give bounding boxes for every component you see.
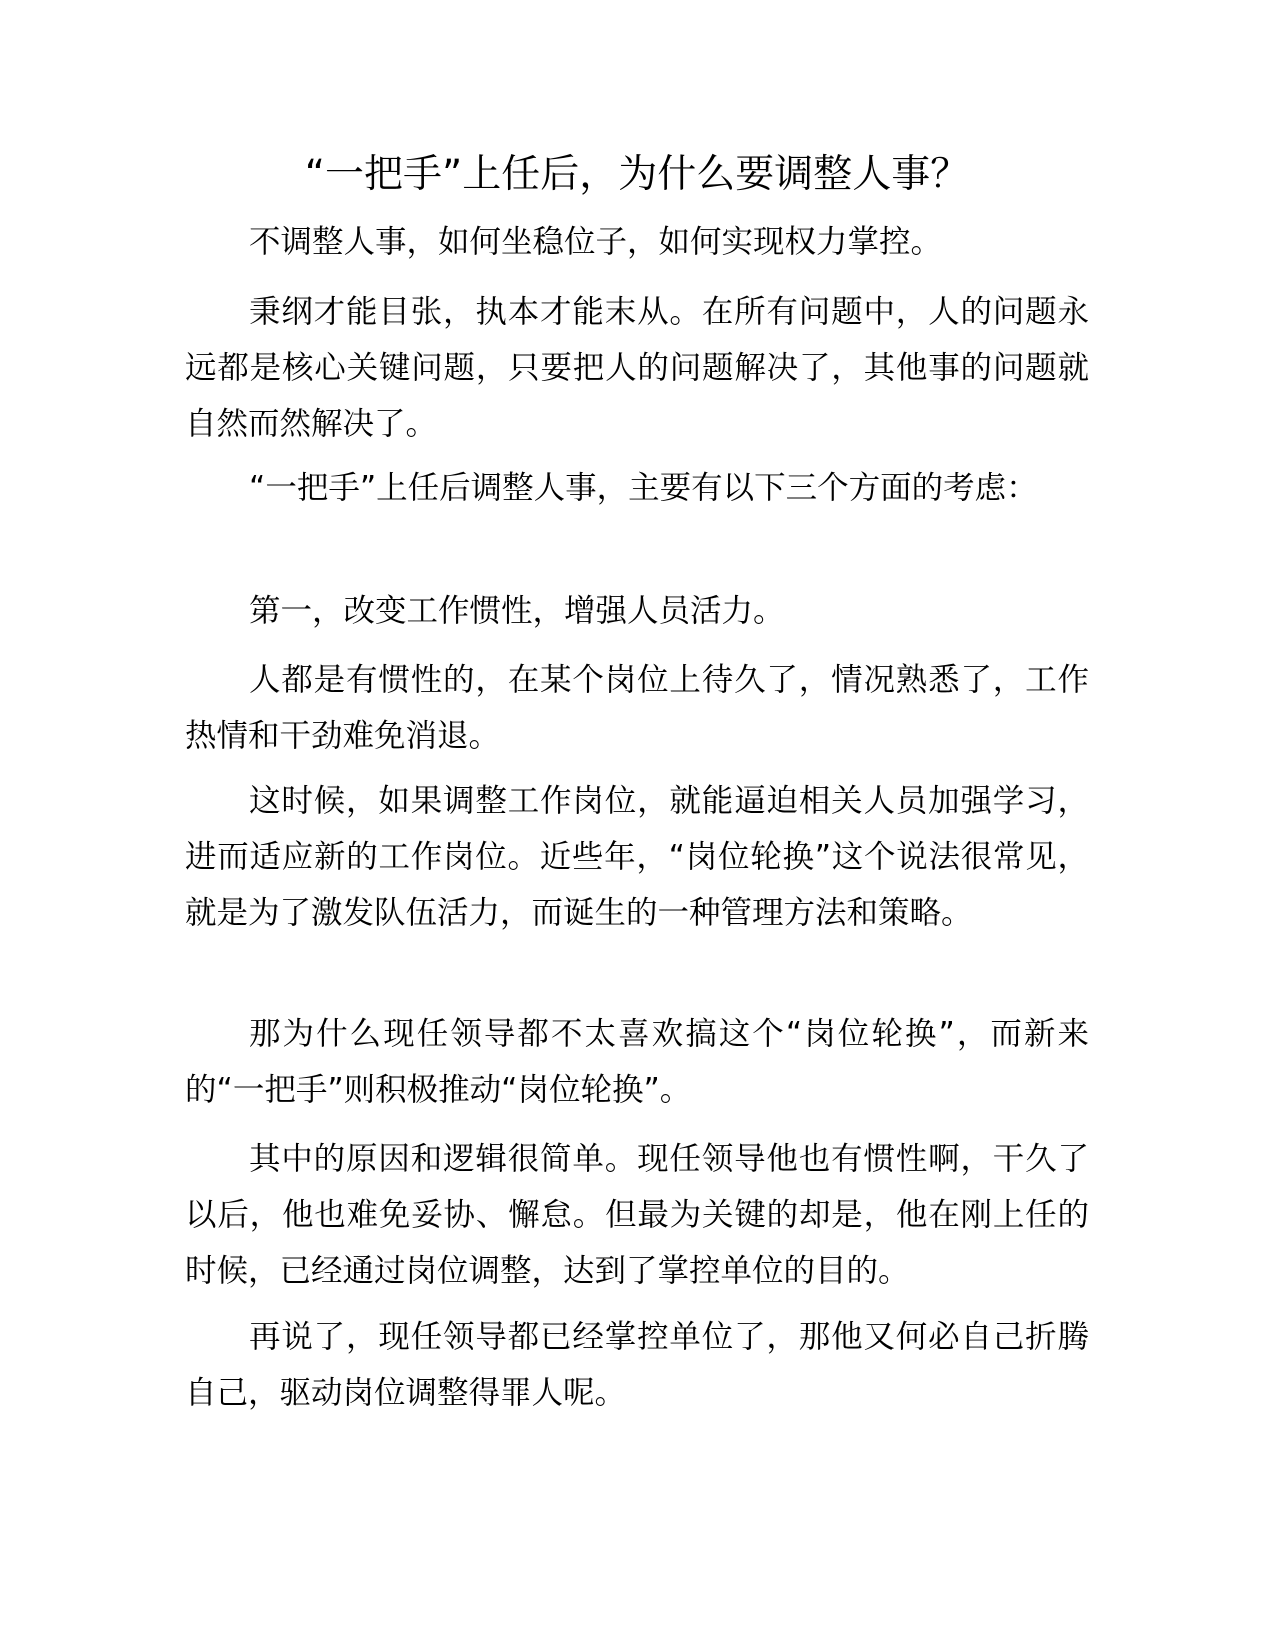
paragraph-8: 其中的原因和逻辑很简单。现任领导他也有惯性啊，干久了以后，他也难免妥协、懈怠。但最为关键的却是，他在刚上任的时候，已经通过岗位调整，达到了掌控单位的目的。 xyxy=(185,1141,1089,1289)
paragraph-7: 那为什么现任领导都不太喜欢搞这个“岗位轮换”，而新来的“一把手”则积极推动“岗位轮换”。 xyxy=(185,1016,1089,1108)
paragraph-1: 不调整人事，如何坐稳位子，如何实现权力掌控。 xyxy=(249,224,943,260)
paragraph-2: 秉纲才能目张，执本才能末从。在所有问题中，人的问题永远都是核心关键问题，只要把人的问题解决了，其他事的问题就自然而然解决了。 xyxy=(185,294,1089,442)
page-title: “一把手”上任后，为什么要调整人事？ xyxy=(304,152,970,197)
paragraph-4: 第一，改变工作惯性，增强人员活力。 xyxy=(249,593,785,629)
paragraph-3: “一把手”上任后调整人事，主要有以下三个方面的考虑： xyxy=(249,470,1038,506)
paragraph-9: 再说了，现任领导都已经掌控单位了，那他又何必自己折腾自己，驱动岗位调整得罪人呢。 xyxy=(185,1319,1089,1411)
paragraph-5: 人都是有惯性的，在某个岗位上待久了，情况熟悉了，工作热情和干劲难免消退。 xyxy=(185,662,1089,754)
paragraph-6: 这时候，如果调整工作岗位，就能逼迫相关人员加强学习，进而适应新的工作岗位。近些年，“岗位轮换”这个说法很常见，就是为了激发队伍活力，而诞生的一种管理方法和策略。 xyxy=(185,783,1089,931)
